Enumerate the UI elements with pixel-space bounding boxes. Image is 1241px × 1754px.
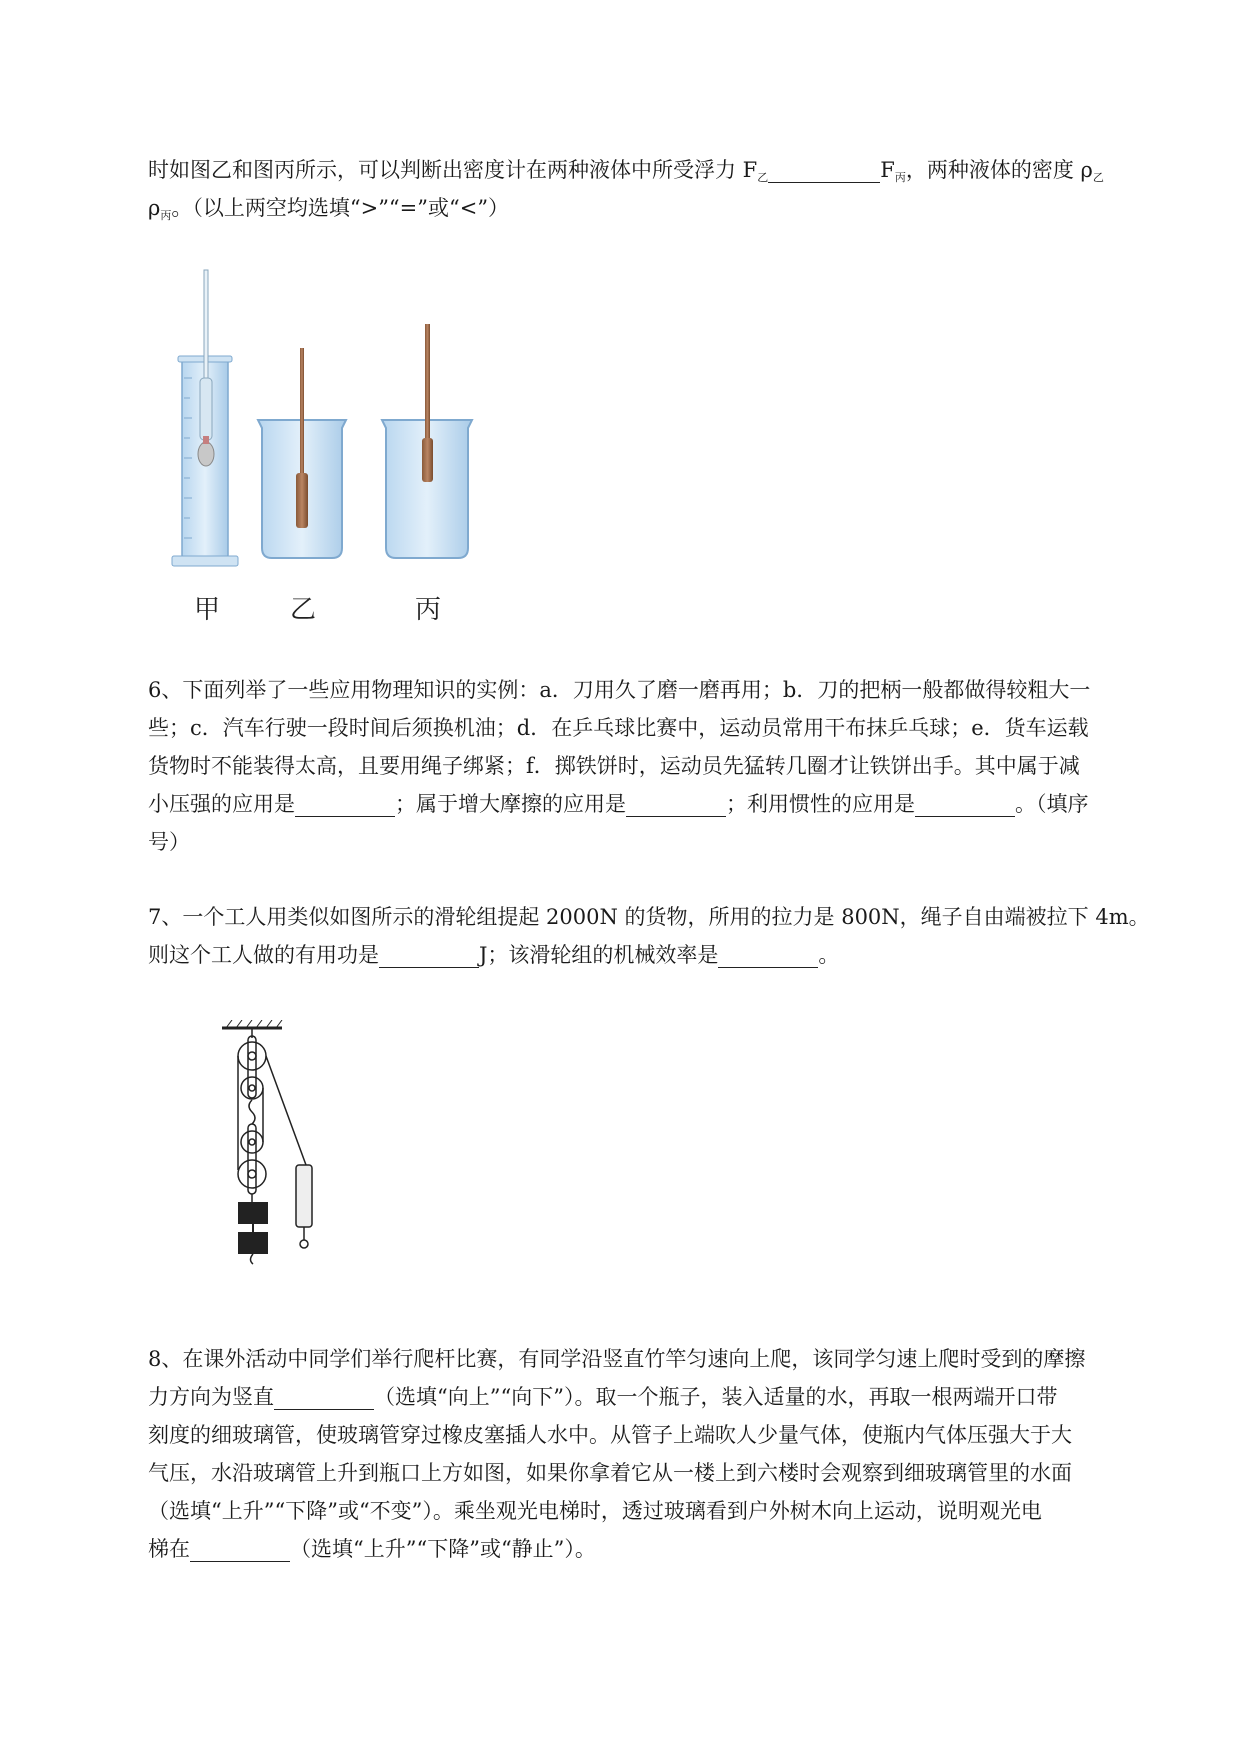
q5-text-1c: ，两种液体的密度 ρ xyxy=(905,158,1093,182)
q5-text-2a: ρ xyxy=(148,196,161,220)
q5-subscript-bing-2: 丙 xyxy=(160,209,172,222)
q6-line-1: 6、下面列举了一些应用物理知识的实例：a．刀用久了磨一磨再用；b．刀的把柄一般都做得较粗大一 xyxy=(148,678,1091,702)
q5-subscript-bing: 丙 xyxy=(894,171,906,184)
q7-blank-useful-work[interactable] xyxy=(379,943,479,968)
q8-text-6b: （选填“上升”“下降”或“静止”）。 xyxy=(290,1537,596,1561)
question-8 xyxy=(148,1340,1158,1568)
q5-blank-buoyancy[interactable] xyxy=(768,158,880,183)
hydrometer-figure xyxy=(170,268,540,628)
figure-label-jia: 甲 xyxy=(194,595,221,625)
q6-blank-increase-friction[interactable] xyxy=(626,792,726,817)
q7-blank-efficiency[interactable] xyxy=(718,943,818,968)
q5-text-1a: 时如图乙和图丙所示，可以判断出密度计在两种液体中所受浮力 F xyxy=(148,158,758,182)
q8-line-5: （选填“上升”“下降”或“不变”）。乘坐观光电梯时，透过玻璃看到户外树木向上运动，说明观光电 xyxy=(148,1499,1042,1523)
q6-line-5: 号） xyxy=(148,830,190,854)
question-6 xyxy=(148,671,1158,861)
q5-subscript-yi-2: 乙 xyxy=(1092,171,1104,184)
figure-label-bing: 丙 xyxy=(415,595,442,625)
q7-line-1: 7、一个工人用类似如图所示的滑轮组提起 2000N 的货物，所用的拉力是 800N，绳子自由端被拉下 4m。 xyxy=(148,905,1150,929)
beaker-yi xyxy=(258,348,346,558)
q6-line-2: 些；c．汽车行驶一段时间后须换机油；d．在乒乓球比赛中，运动员常用干布抹乒乓球；e．货车运载 xyxy=(148,716,1089,740)
q7-text-2b: J；该滑轮组的机械效率是 xyxy=(479,943,719,967)
q6-text-4d: 。（填序 xyxy=(1015,792,1089,816)
cylinder-jia xyxy=(172,270,238,566)
q6-blank-inertia[interactable] xyxy=(915,792,1015,817)
q6-line-3: 货物时不能装得太高，且要用绳子绑紧；f．掷铁饼时，运动员先猛转几圈才让铁饼出手。其中属于减 xyxy=(148,754,1080,778)
q8-blank-elevator[interactable] xyxy=(190,1537,290,1562)
q8-text-2b: （选填“向上”“向下”）。取一个瓶子，装入适量的水，再取一根两端开口带 xyxy=(374,1385,1058,1409)
q8-blank-friction-direction[interactable] xyxy=(274,1385,374,1410)
figure-label-yi: 乙 xyxy=(290,595,317,625)
q8-text-6a: 梯在 xyxy=(148,1537,190,1561)
q6-text-4a: 小压强的应用是 xyxy=(148,792,295,816)
q6-text-4b: ；属于增大摩擦的应用是 xyxy=(395,792,626,816)
q7-text-2c: 。 xyxy=(818,943,840,967)
question-5-text xyxy=(148,151,1158,227)
q8-line-3: 刻度的细玻璃管，使玻璃管穿过橡皮塞插人水中。从管子上端吹人少量气体，使瓶内气体压强大于大 xyxy=(148,1423,1072,1447)
beaker-bing xyxy=(382,324,472,558)
question-7 xyxy=(148,898,1158,974)
q8-line-1: 8、在课外活动中同学们举行爬杆比赛，有同学沿竖直竹竿匀速向上爬，该同学匀速上爬时受到的摩擦 xyxy=(148,1347,1086,1371)
q8-line-4: 气压，水沿玻璃管上升到瓶口上方如图，如果你拿着它从一楼上到六楼时会观察到细玻璃管里的水面 xyxy=(148,1461,1072,1485)
q5-subscript-yi: 乙 xyxy=(757,171,769,184)
q8-text-2a: 力方向为竖直 xyxy=(148,1385,274,1409)
pulley-figure xyxy=(222,1020,342,1295)
q7-text-2a: 则这个工人做的有用功是 xyxy=(148,943,379,967)
q6-blank-reduce-pressure[interactable] xyxy=(295,792,395,817)
q5-text-2b: 。（以上两空均选填“>”“=”或“<”） xyxy=(171,196,510,220)
q5-text-1b: F xyxy=(880,158,895,182)
q6-text-4c: ；利用惯性的应用是 xyxy=(726,792,915,816)
